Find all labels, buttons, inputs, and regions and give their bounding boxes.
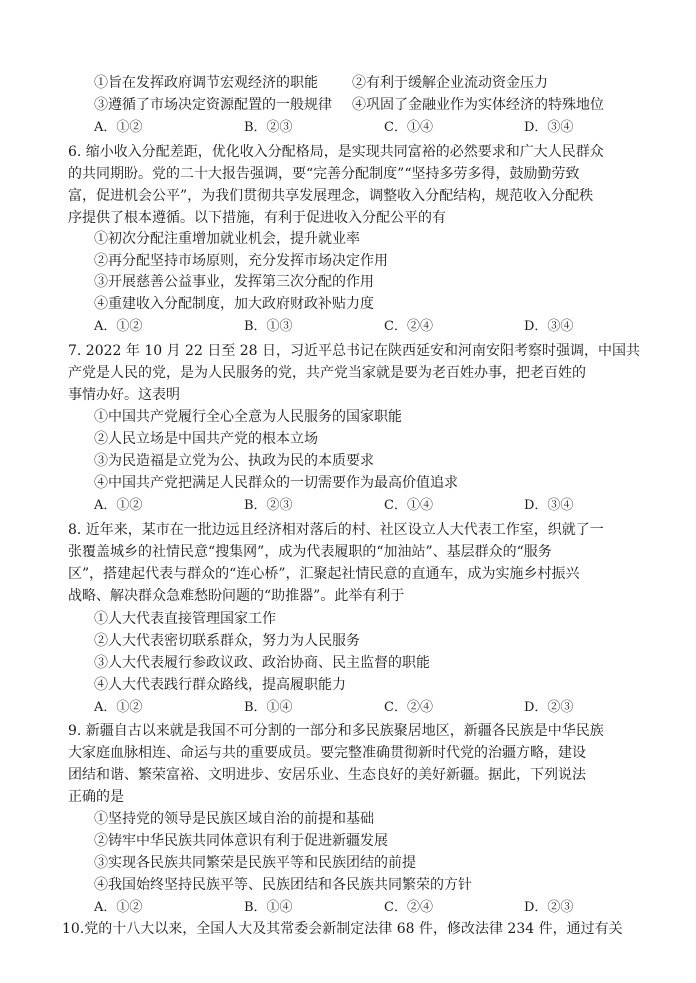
q8-stem-line-2: 张覆盖城乡的社情民意“搜集网”，成为代表履职的“加油站”、基层群众的“服务: [68, 544, 552, 560]
q7-choices: [94, 495, 664, 516]
q7-stem-line-3: 事情办好。这表明: [68, 387, 180, 403]
q7-option-3: ③为民造福是立党为公、执政为民的本质要求: [94, 453, 374, 469]
q6-option-2: ②再分配坚持市场原则，充分发挥市场决定作用: [94, 253, 388, 269]
q9-stem-line-1: 9. 新疆自古以来就是我国不可分割的一部分和多民族聚居地区，新疆各民族是中华民族: [68, 723, 604, 739]
q7-stem-line-2: 产党是人民的党，是为人民服务的党，共产党当家就是要为老百姓办事，把老百姓的: [68, 365, 586, 381]
q7-choice-c: C．①④: [384, 498, 433, 513]
q9-choice-d: D．②③: [524, 900, 574, 915]
q8-stem-line-1: 8. 近年来，某市在一批边远且经济相对落后的村、社区设立人大代表工作室，织就了一: [68, 522, 604, 538]
q6-stem-line-3: 富，促进机会公平”，为我们贯彻共享发展理念，调整收入分配结构，规范收入分配秩: [68, 188, 594, 204]
q8-choice-b: B．①④: [244, 700, 293, 715]
q7-choice-d: D．③④: [524, 498, 574, 513]
q7-choice-a: A．①②: [94, 498, 143, 513]
q9-choice-a: A．①②: [94, 900, 143, 915]
q8-option-3: ③人大代表履行参政议政、政治协商、民主监督的职能: [94, 655, 430, 671]
q6-stem-line-2: 的共同期盼。党的二十大报告强调，要“完善分配制度”“坚持多劳多得，鼓励勤劳致: [68, 166, 580, 182]
q6-option-3: ③开展慈善公益事业，发挥第三次分配的作用: [94, 274, 374, 290]
q5-option-2: ②有利于缓解企业流动资金压力: [352, 75, 548, 91]
q9-choices: [94, 897, 664, 918]
q9-option-2: ②铸牢中华民族共同体意识有利于促进新疆发展: [94, 833, 388, 849]
q9-stem-line-2: 大家庭血脉相连、命运与共的重要成员。要完整准确贯彻新时代党的治疆方略，建设: [68, 745, 586, 761]
q6-option-1: ①初次分配注重增加就业机会，提升就业率: [94, 231, 360, 247]
q9-choice-c: C．②④: [384, 900, 433, 915]
q7-stem-line-1: 7. 2022 年 10 月 22 日至 28 日，习近平总书记在陕西延安和河南安阳考察时强调，中国共: [68, 343, 641, 359]
q5-option-1: ①旨在发挥政府调节宏观经济的职能: [94, 75, 318, 91]
q5-choices: [94, 117, 664, 138]
q8-option-1: ①人大代表直接管理国家工作: [94, 611, 276, 627]
q7-option-1: ①中国共产党履行全心全意为人民服务的国家职能: [94, 409, 402, 425]
q9-stem-line-4: 正确的是: [68, 789, 124, 805]
q8-choice-c: C．②④: [384, 700, 433, 715]
q6-choice-c: C．②④: [384, 319, 433, 334]
q5-choice-d: D．③④: [524, 120, 574, 135]
q6-choice-b: B．①③: [244, 319, 293, 334]
q6-choice-a: A．①②: [94, 319, 143, 334]
q8-choice-d: D．②③: [524, 700, 574, 715]
q8-stem-line-3: 区”，搭建起代表与群众的“连心桥”，汇聚起社情民意的直通车，成为实施乡村振兴: [68, 566, 580, 582]
q5-choice-b: B．②③: [244, 120, 293, 135]
q6-option-4: ④重建收入分配制度，加大政府财政补贴力度: [94, 296, 374, 312]
q9-option-1: ①坚持党的领导是民族区域自治的前提和基础: [94, 811, 374, 827]
q5-choice-a: A．①②: [94, 120, 143, 135]
q5-option-3: ③遵循了市场决定资源配置的一般规律: [94, 97, 332, 113]
q7-option-2: ②人民立场是中国共产党的根本立场: [94, 431, 318, 447]
q7-option-4: ④中国共产党把满足人民群众的一切需要作为最高价值追求: [94, 475, 458, 491]
q5-option-4: ④巩固了金融业作为实体经济的特殊地位: [352, 97, 604, 113]
q8-choices: [94, 697, 664, 718]
q8-choice-a: A．①②: [94, 700, 143, 715]
q6-choice-d: D．③④: [524, 319, 574, 334]
q9-option-4: ④我国始终坚持民族平等、民族团结和各民族共同繁荣的方针: [94, 877, 472, 893]
q9-choice-b: B．①④: [244, 900, 293, 915]
q6-choices: [94, 316, 664, 337]
q6-stem-line-1: 6. 缩小收入分配差距，优化收入分配格局，是实现共同富裕的必然要求和广大人民群众: [68, 144, 604, 160]
q9-stem-line-3: 团结和谐、繁荣富裕、文明进步、安居乐业、生态良好的美好新疆。据此，下列说法: [68, 767, 586, 783]
q8-option-2: ②人大代表密切联系群众，努力为人民服务: [94, 633, 360, 649]
q8-option-4: ④人大代表践行群众路线，提高履职能力: [94, 677, 346, 693]
q6-stem-line-4: 序提供了根本遵循。以下措施，有利于促进收入分配公平的有: [68, 210, 446, 226]
q5-choice-c: C．①④: [384, 120, 433, 135]
q8-stem-line-4: 战略、解决群众急难愁盼问题的“助推器”。此举有利于: [68, 588, 405, 604]
q10-stem-line-1: 10.党的十八大以来，全国人大及其常委会新制定法律 68 件，修改法律 234 件，通过有关: [62, 921, 623, 937]
q9-option-3: ③实现各民族共同繁荣是民族平等和民族团结的前提: [94, 855, 416, 871]
q7-choice-b: B．②③: [244, 498, 293, 513]
